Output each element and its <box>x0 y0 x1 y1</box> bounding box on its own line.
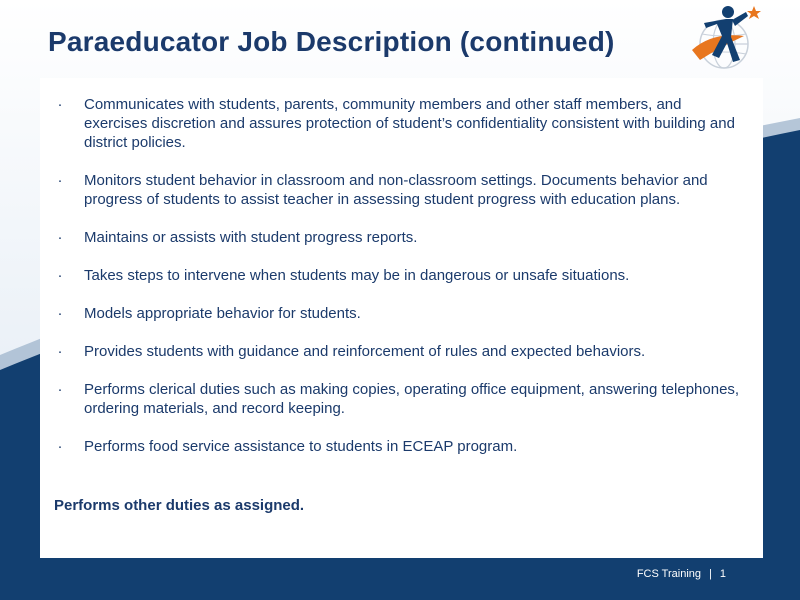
footer-label: FCS Training <box>636 568 702 580</box>
duties-list <box>40 95 763 475</box>
list-item-text: Provides students with guidance and reinforcement of rules and expected behaviors. <box>84 343 646 360</box>
list-item <box>40 380 763 418</box>
list-item <box>40 437 763 456</box>
list-item-text: Models appropriate behavior for students. <box>84 305 361 322</box>
bullet-marker: · <box>57 229 63 246</box>
person-star-globe-logo <box>686 2 766 74</box>
bullet-marker: · <box>57 438 63 455</box>
bullet-marker: · <box>57 343 63 360</box>
content-panel <box>40 78 763 558</box>
list-item-text: Monitors student behavior in classroom and non-classroom settings. Documents behavior and progress of students to assist teacher in assessing student progress with education plans. <box>84 172 708 208</box>
page-number: 1 <box>719 568 726 580</box>
list-item <box>40 266 763 285</box>
list-item <box>40 171 763 209</box>
list-item-text: Maintains or assists with student progress reports. <box>84 229 418 246</box>
closing-statement: Performs other duties as assigned. <box>54 497 305 514</box>
list-item-text: Performs food service assistance to students in ECEAP program. <box>84 438 518 455</box>
bullet-marker: · <box>57 305 63 322</box>
bullet-marker: · <box>57 267 63 284</box>
slide-footer <box>637 568 726 580</box>
list-item-text: Takes steps to intervene when students may be in dangerous or unsafe situations. <box>84 267 630 284</box>
bullet-marker: · <box>57 172 63 189</box>
bullet-marker: · <box>57 96 63 113</box>
list-item <box>40 304 763 323</box>
list-item <box>40 228 763 247</box>
footer-separator: | <box>709 568 712 580</box>
list-item <box>40 95 763 152</box>
list-item-text: Performs clerical duties such as making copies, operating office equipment, answering telephones, ordering materials, and record keeping. <box>84 381 740 417</box>
page-title: Paraeducator Job Description (continued) <box>48 26 615 57</box>
bullet-marker: · <box>57 381 63 398</box>
list-item-text: Communicates with students, parents, community members and other staff members, and exercises discretion and assures protection of student’s confidentiality consistent with building and district policies. <box>84 96 735 151</box>
list-item <box>40 342 763 361</box>
